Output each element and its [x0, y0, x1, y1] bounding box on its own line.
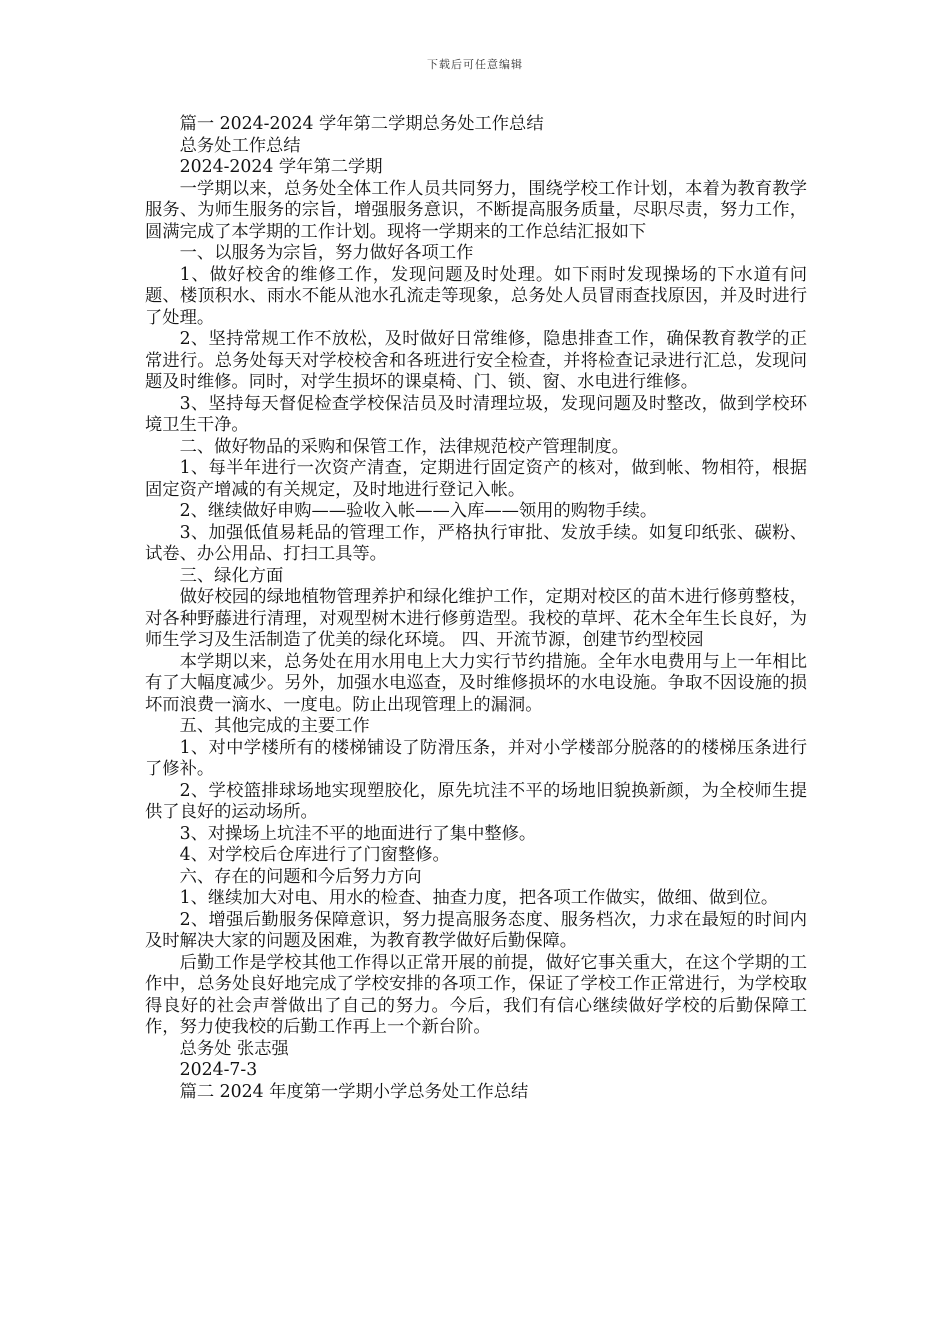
- section-heading-1: 一、以服务为宗旨，努力做好各项工作: [179, 243, 474, 263]
- paragraph: 1、做好校舍的维修工作，发现问题及时处理。如下雨时发现操场的下水道有问题、楼顶积水、雨水不能从池水孔流走等现象，总务处人员冒雨查找原因，并及时进行了处理。: [145, 264, 807, 328]
- paragraph: 1、每半年进行一次资产清查，定期进行固定资产的核对，做到帐、物相符，根据固定资产增减的有关规定，及时地进行登记入帐。: [145, 458, 807, 500]
- paragraph: 2、增强后勤服务保障意识，努力提高服务态度、服务档次，力求在最短的时间内及时解决大家的问题及困难，为教育教学做好后勤保障。: [145, 909, 807, 951]
- paragraph: 做好校园的绿地植物管理养护和绿化维护工作，定期对校区的苗木进行修剪整枝，对各种野藤进行清理，对观型树木进行修剪造型。我校的草坪、花木全年生长良好，为师生学习及生活制造了优美的绿化环境。 四、开流节源，创建节约型校园: [145, 587, 807, 650]
- doc-title: 篇一 2024-2024 学年第二学期总务处工作总结: [179, 114, 544, 134]
- paragraph: 本学期以来，总务处在用水用电上大力实行节约措施。全年水电费用与上一年相比有了大幅度减少。另外，加强水电巡查，及时维修损坏的水电设施。争取不因设施的损坏而浪费一滴水、一度电。防止出现管理上的漏洞。: [145, 651, 807, 715]
- paragraph: 2、学校篮排球场地实现塑胶化，原先坑洼不平的场地旧貌换新颜，为全校师生提供了良好的运动场所。: [145, 780, 807, 822]
- paragraph: 3、对操场上坑洼不平的地面进行了集中整修。: [179, 823, 537, 844]
- paragraph: 3、坚持每天督促检查学校保洁员及时清理垃圾，发现问题及时整改，做到学校环境卫生干净。: [145, 393, 807, 435]
- section-heading-2: 二、做好物品的采购和保管工作，法律规范校产管理制度。: [179, 436, 629, 457]
- paragraph: 3、加强低值易耗品的管理工作，严格执行审批、发放手续。如复印纸张、碳粉、试卷、办公用品、打扫工具等。: [145, 522, 807, 564]
- paragraph: 2、继续做好申购——验收入帐——入库——领用的购物手续。: [179, 501, 658, 521]
- section-heading-3: 三、绿化方面: [179, 565, 284, 586]
- section-heading-6: 六、存在的问题和今后努力方向: [179, 866, 422, 887]
- paragraph-conclusion: 后勤工作是学校其他工作得以正常开展的前提，做好它事关重大，在这个学期的工作中，总务处良好地完成了学校安排的各项工作，保证了学校工作正常进行，为学校取得良好的社会声誉做出了自己的努力。今后，我们有信心继续做好学校的后勤保障工作，努力使我校的后勤工作再上一个新台阶。: [145, 952, 807, 1037]
- signature-date: 2024-7-3: [179, 1060, 258, 1080]
- paragraph: 1、继续加大对电、用水的检查、抽查力度，把各项工作做实，做细、做到位。: [179, 888, 779, 908]
- paragraph: 1、对中学楼所有的楼梯铺设了防滑压条，并对小学楼部分脱落的的楼梯压条进行了修补。: [145, 737, 807, 779]
- page-header-note: 下载后可任意编辑: [427, 58, 523, 71]
- doc-term: 2024-2024 学年第二学期: [179, 157, 383, 177]
- paragraph: 4、对学校后仓库进行了门窗整修。: [179, 845, 450, 865]
- document-body: [145, 114, 807, 1103]
- section-heading-5: 五、其他完成的主要工作: [179, 716, 370, 736]
- paragraph: 2、坚持常规工作不放松，及时做好日常维修，隐患排查工作，确保教育教学的正常进行。总务处每天对学校校舍和各班进行安全检查，并将检查记录进行汇总，发现问题及时维修。同时，对学生损坏的课桌椅、门、锁、窗、水电进行维修。: [145, 329, 807, 392]
- paragraph-intro: 一学期以来，总务处全体工作人员共同努力，围绕学校工作计划，本着为教育教学服务、为师生服务的宗旨，增强服务意识，不断提高服务质量，尽职尽责，努力工作，圆满完成了本学期的工作计划。现将一学期来的工作总结汇报如下: [145, 178, 807, 242]
- next-doc-title: 篇二 2024 年度第一学期小学总务处工作总结: [179, 1081, 529, 1102]
- doc-subtitle: 总务处工作总结: [179, 135, 301, 156]
- signature: 总务处 张志强: [179, 1038, 289, 1059]
